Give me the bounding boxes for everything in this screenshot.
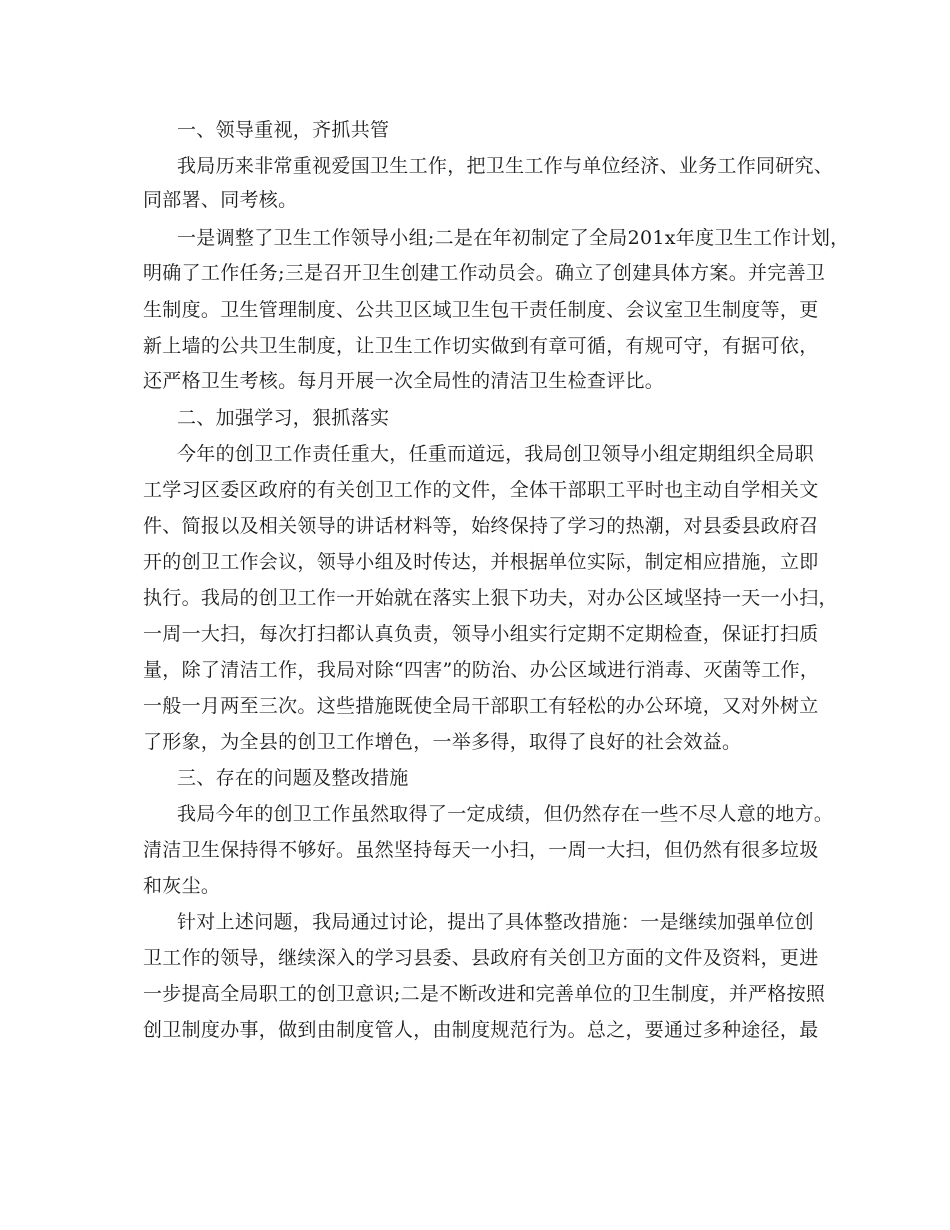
paragraph-line: 同部署、同考核。 <box>143 189 298 211</box>
paragraph-line: 一般一月两至三次。这些措施既使全局干部职工有轻松的办公环境，又对外树立 <box>143 695 819 717</box>
paragraph-line: 一步提高全局职工的创卫意识;二是不断改进和完善单位的卫生制度，并严格按照 <box>143 983 826 1005</box>
paragraph-line: 生制度。卫生管理制度、公共卫区域卫生包干责任制度、会议室卫生制度等，更 <box>143 299 819 321</box>
section-heading-2: 二、加强学习，狠抓落实 <box>177 407 390 429</box>
paragraph-line: 了形象，为全县的创卫工作增色，一举多得，取得了良好的社会效益。 <box>143 731 742 753</box>
section-heading-3: 三、存在的问题及整改措施 <box>177 767 409 789</box>
paragraph-line: 一周一大扫，每次打扫都认真负责，领导小组实行定期不定期检查，保证打扫质 <box>143 623 819 645</box>
paragraph-line: 卫工作的领导，继续深入的学习县委、县政府有关创卫方面的文件及资料，更进 <box>143 947 819 969</box>
paragraph-line: 明确了工作任务;三是召开卫生创建工作动员会。确立了创建具体方案。并完善卫 <box>143 262 826 284</box>
paragraph-line: 我局历来非常重视爱国卫生工作，把卫生工作与单位经济、业务工作同研究、 <box>177 155 834 177</box>
paragraph-line: 开的创卫工作会议，领导小组及时传达，并根据单位实际，制定相应措施，立即 <box>143 551 819 573</box>
paragraph-line: 还严格卫生考核。每月开展一次全局性的清洁卫生检查评比。 <box>143 370 665 392</box>
paragraph-line: 一是调整了卫生工作领导小组;二是在年初制定了全局201x年度卫生工作计划， <box>177 227 850 249</box>
paragraph-line: 工学习区委区政府的有关创卫工作的文件，全体干部职工平时也主动自学相关文 <box>143 479 819 501</box>
paragraph-line: 执行。我局的创卫工作一开始就在落实上狠下功夫，对办公区域坚持一天一小扫， <box>143 587 838 609</box>
paragraph-line: 我局今年的创卫工作虽然取得了一定成绩，但仍然存在一些不尽人意的地方。 <box>177 803 834 825</box>
section-heading-1: 一、领导重视，齐抓共管 <box>177 119 390 141</box>
paragraph-line: 针对上述问题，我局通过讨论，提出了具体整改措施：一是继续加强单位创 <box>177 911 814 933</box>
paragraph-line: 清洁卫生保持得不够好。虽然坚持每天一小扫，一周一大扫，但仍然有很多垃圾 <box>143 839 819 861</box>
paragraph-line: 量，除了清洁工作，我局对除“四害”的防治、办公区域进行消毒、灭菌等工作， <box>143 659 820 681</box>
paragraph-line: 和灰尘。 <box>143 875 221 897</box>
paragraph-line: 今年的创卫工作责任重大，任重而道远，我局创卫领导小组定期组织全局职 <box>177 443 814 465</box>
paragraph-line: 新上墙的公共卫生制度，让卫生工作切实做到有章可循，有规可守，有据可依， <box>143 335 819 357</box>
paragraph-line: 创卫制度办事，做到由制度管人，由制度规范行为。总之，要通过多种途径，最 <box>143 1019 819 1041</box>
paragraph-line: 件、简报以及相关领导的讲话材料等，始终保持了学习的热潮，对县委县政府召 <box>143 515 819 537</box>
